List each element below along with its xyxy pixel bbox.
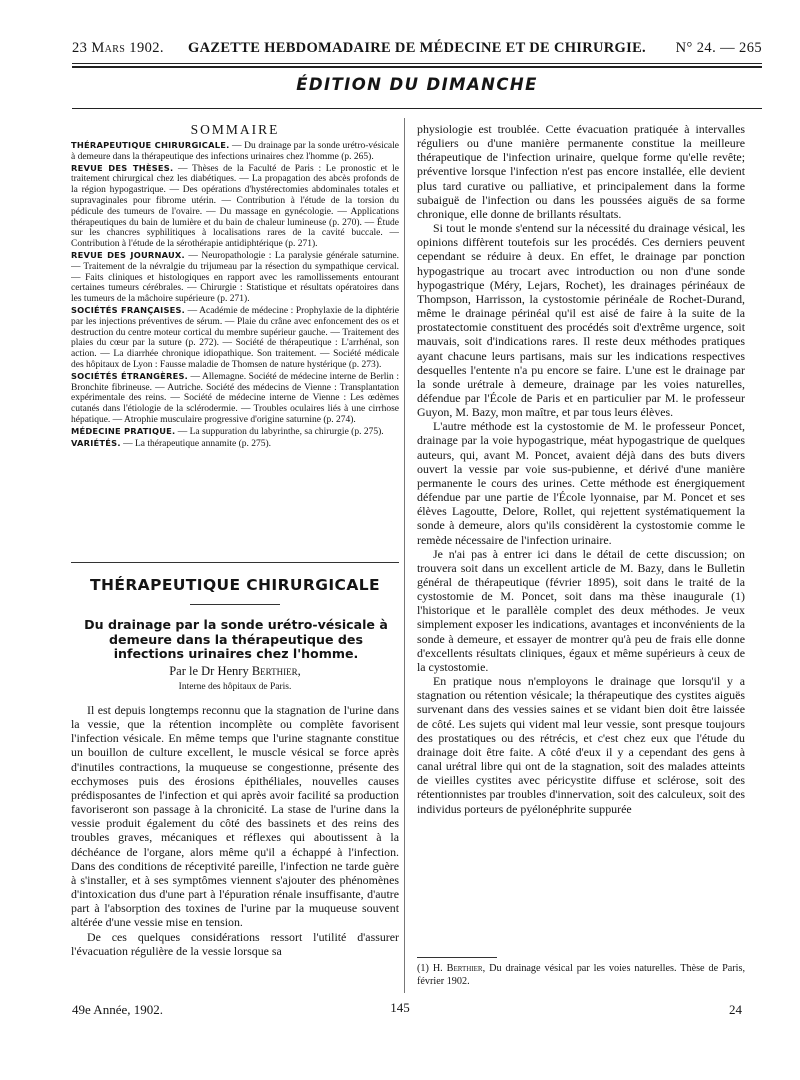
sommaire-text: — Du drainage par la sonde urétro-vésicale à demeure dans la thérapeutique des infections urinaires chez l'homme (p. 265). xyxy=(71,141,399,162)
paragraph: Il est depuis longtemps reconnu que la stagnation de l'urine dans la vessie, que la rétention incomplète ou complète favorisent l'infection vésicale. En même temps que l'urine stagnante constitue un bouillon de culture excellent, le muscle vésical se force après d'inutiles contractions, la muqueuse se congestionne, présente des ecchymoses puis des érosions épithéliales, nouvelles causes prédisposantes de l'infection et qui après avoir facilité sa production favoriseront son passage à la chronicité. La stase de l'urine dans la vessie produit également du côté des bassinets et des reins des troubles graves, mécaniques et réflexes qui aboutissent à la déchéance de l'organe, alors même qu'il a échappé à l'infection. Dans des conditions de réceptivité pareille, l'infection ne tarde guère à s'installer, et à ses symptômes viennent s'ajouter des phénomènes d'intoxication dus d'une part à l'épuration rénale insuffisante, d'autre part à l'absorption des toxines de l'urine par la muqueuse souvent altérée d'une vessie mise en tension. xyxy=(71,703,399,930)
edition-rule xyxy=(72,108,762,109)
sommaire-entry xyxy=(71,426,399,438)
footnote-number: (1) H. xyxy=(417,963,447,974)
footer-sheet: 24 xyxy=(729,1002,742,1017)
article-body-right xyxy=(417,122,745,967)
sommaire-text: — Académie de médecine : Prophylaxie de la diphtérie par les injections préventives de sérum. — Plaie du crâne avec enfoncement des os et destruction du centre moteur cortical du membre supérieur gauche. — Traitement des plaies du cœur par la suture (p. 272). — Société de thérapeutique : L'arrhénal, son action. — La diarrhée chronique idiopathique. Son traitement. — Société médicale des hôpitaux de Lyon : Fausse maladie de Thomsen de nature hystérique (p. 273). xyxy=(71,305,399,370)
sommaire-entry xyxy=(71,305,399,371)
paragraph: Je n'ai pas à entrer ici dans le détail de cette discussion; on trouvera soit dans un excellent article de M. Bazy, dans le Bulletin général de thérapeutique (février 1895), soit dans le traité de la cystostomie de M. Poncet, soit dans ma thèse inaugurale (1) l'historique et le parallèle complet des deux méthodes. Je veux simplement exposer les indications, avantages et inconvénients de la sonde à demeure, et essayer de montrer qu'à peu de frais elle donne d'excellents résultats cliniques, égaux et même supérieurs à ceux de la cystostomie. xyxy=(417,546,745,674)
header-date: 23 Mars 1902. xyxy=(72,40,164,56)
author-affiliation: Interne des hôpitaux de Paris. xyxy=(178,682,292,692)
sommaire-entry xyxy=(71,371,399,426)
sommaire-entry xyxy=(71,163,399,250)
paragraph: physiologie est troublée. Cette évacuation pratiquée à intervalles réguliers ou d'une manière permanente constitue la meilleure thérapeutique de l'infection urinaire, quelque forme qu'elle revête; préventive lorsque l'infection n'est pas encore installée, elle devient plus tard curative ou palliative, et principalement dans la forme subaiguë de l'infection ou dans les poussées aiguës de sa forme chronique, elle donne de brillants résultats. xyxy=(417,122,745,221)
sommaire xyxy=(71,140,399,550)
sommaire-text: — La suppuration du labyrinthe, sa chirurgie (p. 275). xyxy=(175,426,384,437)
sommaire-text: — La thérapeutique annamite (p. 275). xyxy=(120,438,272,449)
sommaire-heading: REVUE DES THÈSES. xyxy=(71,162,174,173)
sommaire-heading: THÉRAPEUTIQUE CHIRURGICALE. xyxy=(71,140,230,150)
sommaire-heading: SOCIÉTÉS FRANÇAISES. xyxy=(71,304,186,315)
footer-folio: 145 xyxy=(390,1000,410,1015)
title-divider xyxy=(190,604,280,605)
sommaire-heading: REVUE DES JOURNAUX. xyxy=(71,249,185,260)
column-separator xyxy=(404,118,405,993)
sommaire-heading: MÉDECINE PRATIQUE. xyxy=(71,425,176,436)
byline xyxy=(71,664,399,679)
section-title: THÉRAPEUTIQUE CHIRURGICALE xyxy=(90,576,380,594)
journal-title: GAZETTE HEBDOMADAIRE DE MÉDECINE ET DE CHIRURGIE. xyxy=(188,40,646,56)
sommaire-heading: VARIÉTÉS. xyxy=(71,437,121,448)
header-rule-thick xyxy=(72,66,762,68)
sommaire-entry xyxy=(71,140,399,163)
article-body-left xyxy=(71,703,399,990)
paragraph: En pratique nous n'employons le drainage que lorsqu'il y a stagnation ou rétention vésicale; la thérapeutique des cystites aiguës survenant dans des vessies saines et se vidant bien doit être laissée de côté. Les sujets qui vident mal leur vessie, sont presque toujours des prostatiques ou des rétrécis, et c'est chez eux que l'étude du drainage doit être faite. A côté d'eux il y a cependant des gens à canal urétral libre qui ont de la stagnation, soit des malades atteints de vieilles cystites avec péricystite diffuse et sclérose, soit des rétentionnistes par troubles d'innervation, soit des calculeux, soit des individus porteurs de pyélonéphrite suppurée xyxy=(417,674,745,816)
header-rule-thin xyxy=(72,63,762,64)
sommaire-heading: SOCIÉTÉS ÉTRANGÈRES. xyxy=(71,370,188,381)
page-number: N° 24. — 265 xyxy=(675,40,762,56)
edition-title: ÉDITION DU DIMANCHE xyxy=(296,75,538,94)
running-header xyxy=(72,38,762,60)
footnote-rule xyxy=(417,957,497,958)
sommaire-text: — Thèses de la Faculté de Paris : Le pronostic et le traitement chirurgical chez les diabétiques. — La propagation des abcès profonds de la région hypogastrique. — Des opérations d'hystérectomies abdominales totales et supravaginales pour fibrome utérin. — Contribution à l'étude de la torsion du pédicule des tumeurs de l'ovaire. — Du massage en gynécologie. — Applications thérapeutiques du bain de lumière et du bain de chaleur lumineuse (p. 270). — Étude sur les chancres syphilitiques à localisations rares de la cavité buccale. — Contribution à l'étude de la sérothérapie antidiphtérique (p. 271). xyxy=(71,163,399,250)
author-name: Berthier, xyxy=(251,664,301,678)
byline-prefix: Par le Dr Henry xyxy=(169,664,252,678)
section-divider xyxy=(71,562,399,563)
article-title: Du drainage par la sonde urétro-vésicale à demeure dans la thérapeutique des infections urinaires chez l'homme. xyxy=(84,617,388,661)
footer-year: 49e Année, 1902. xyxy=(72,1002,163,1017)
sommaire-text: — Allemagne. Société de médecine interne de Berlin : Bronchite fibrineuse. — Autriche. Société des médecins de Vienne : Transplantation expérimentale des reins. — Société de médecine interne de Vienne : Les œdèmes cutanés dans l'étiologie de la sclérodermie. — Troubles oculaires liés à une cirrhose hépatique. — Atrophie musculaire progressive d'origine saturnine (p. 274). xyxy=(71,371,399,425)
footnote-author: Berthier, xyxy=(446,963,486,974)
sommaire-text: — Neuropathologie : La paralysie générale saturnine. — Traitement de la névralgie du trijumeau par la résection du sympathique cervical. — Faits cliniques et histologiques en rapport avec les ramollissements entourant certaines tumeurs cérébrales. — Chirurgie : Statistique et résultats opératoires dans les tumeurs de la mâchoire supérieure (p. 271). xyxy=(71,250,399,305)
sommaire-entry xyxy=(71,438,399,450)
paragraph: De ces quelques considérations ressort l'utilité d'assurer l'évacuation régulière de la vessie lorsque sa xyxy=(71,929,399,958)
footnote-text: Du drainage vésical par les voies naturelles. Thèse de Paris, février 1902. xyxy=(417,963,745,987)
paragraph: L'autre méthode est la cystostomie de M. le professeur Poncet, drainage par la voie hypogastrique, méat hypogastrique de quelques auteurs, qui, avant M. Poncet, avaient déjà dans des buts divers ouvert la vessie par voie sus-pubienne, et dérivé d'une manière permanente le cours des urines. Cette méthode est énergiquement défendue par une partie de l'École lyonnaise, par M. Poncet et ses élèves Lagoutte, Delore, Rollet, qui rejettent systématiquement la sonde à demeure, alors qu'ils considèrent la cystostomie comme le remède nécessaire de l'infection urinaire. xyxy=(417,419,745,547)
paragraph: Si tout le monde s'entend sur la nécessité du drainage vésical, les opinions diffèrent toutefois sur les procédés. Ces derniers peuvent cependant se réduire à deux. En effet, le drainage par ponction hypogastrique au trocart avec introduction ou non d'une sonde hypogastrique (Méry, Lejars, Rochet), les drainages périnéaux de Thompson, Harrisson, la cystostomie périnéale de Rochet-Durand, même le drainage périnéal qu'il est aisé de faire à la suite de la prostatectomie constituent des procédés soit d'extrême urgence, soit mauvais, soit d'indications rares. Il reste deux méthodes pratiques ayant chacune leurs partisans, mais sur les indications respectives desquelles l'entente n'a pu encore se faire. L'une est le drainage par la sonde urétrale à demeure, drainage par les voies naturelles, défendue par l'École de Paris et en particulier par M. le professeur Guyon, M. Bazy, mon maître, et par tous leurs élèves. xyxy=(417,221,745,420)
sommaire-title: SOMMAIRE xyxy=(190,122,280,137)
footnote xyxy=(417,963,745,988)
sommaire-entry xyxy=(71,250,399,305)
